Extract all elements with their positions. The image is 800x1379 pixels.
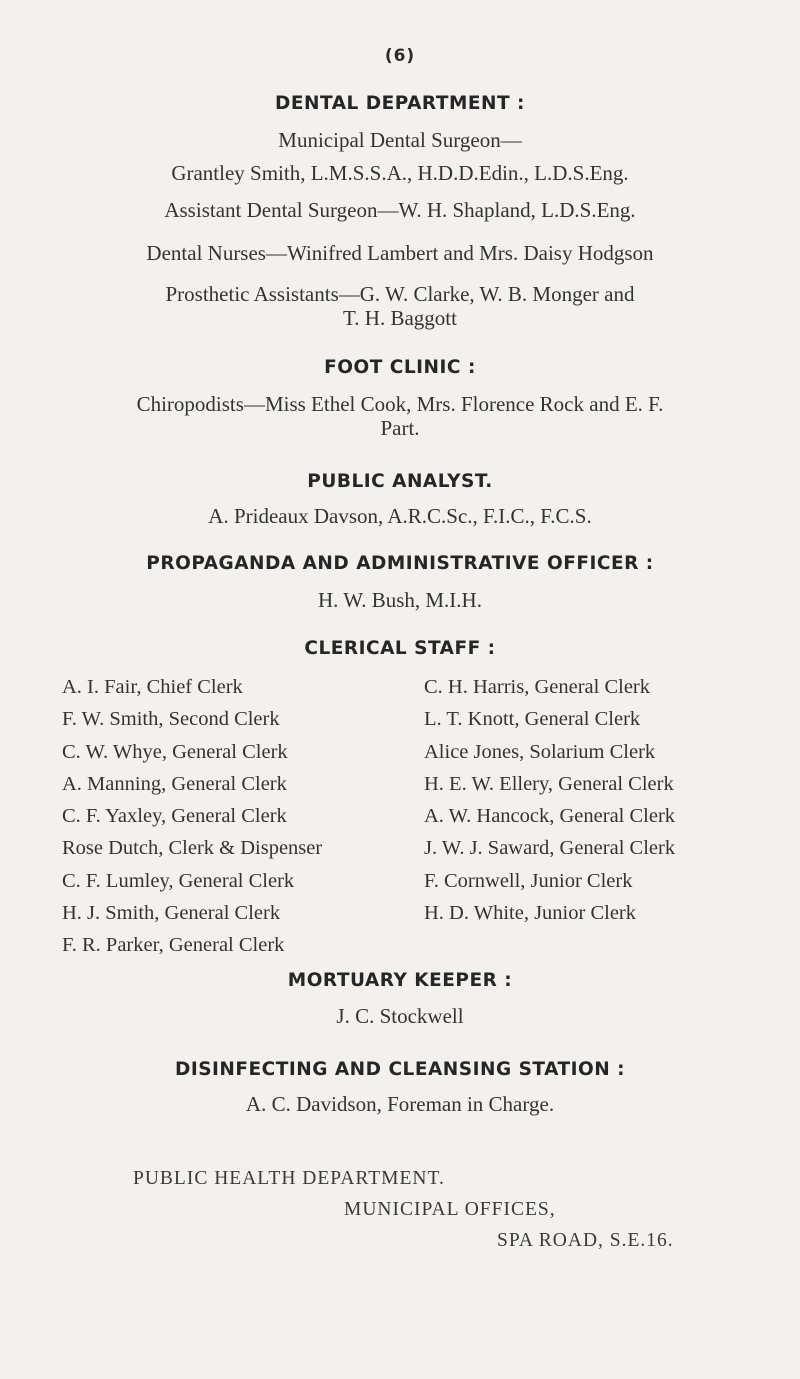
- dental-surgeon-name: Grantley Smith, L.M.S.S.A., H.D.D.Edin., L.D.S.Eng.: [171, 161, 629, 185]
- footer-offices: MUNICIPAL OFFICES,: [344, 1199, 556, 1220]
- clerical-staff-entry: C. W. Whye, General Clerk: [62, 740, 288, 763]
- foot-clinic-line1: Chiropodists—Miss Ethel Cook, Mrs. Florence Rock and E. F.: [136, 392, 664, 416]
- clerical-staff-entry: H. J. Smith, General Clerk: [62, 902, 281, 925]
- clerical-staff-entry: C. F. Yaxley, General Clerk: [62, 805, 287, 828]
- clerical-staff-entry: Alice Jones, Solarium Clerk: [424, 740, 656, 763]
- footer-road: SPA ROAD, S.E.16.: [497, 1230, 674, 1251]
- public-analyst-name: A. Prideaux Davson, A.R.C.Sc., F.I.C., F.C.S.: [208, 504, 592, 528]
- clerical-staff-entry: C. F. Lumley, General Clerk: [62, 869, 295, 892]
- dental-assistant: Assistant Dental Surgeon—W. H. Shapland, L.D.S.Eng.: [164, 198, 636, 222]
- dental-prosthetic-line1: Prosthetic Assistants—G. W. Clarke, W. B. Monger and: [165, 282, 635, 306]
- clerical-staff-entry: F. R. Parker, General Clerk: [62, 934, 285, 957]
- disinfecting-heading: DISINFECTING AND CLEANSING STATION :: [174, 1059, 626, 1080]
- dental-nurses: Dental Nurses—Winifred Lambert and Mrs. Daisy Hodgson: [146, 241, 654, 265]
- propaganda-name: H. W. Bush, M.I.H.: [318, 588, 482, 612]
- clerical-left-column: [62, 671, 322, 962]
- clerical-heading: CLERICAL STAFF :: [304, 638, 496, 659]
- foot-clinic-heading: FOOT CLINIC :: [324, 357, 476, 378]
- clerical-staff-entry: C. H. Harris, General Clerk: [424, 676, 651, 698]
- clerical-staff-entry: Rose Dutch, Clerk & Dispenser: [62, 837, 323, 860]
- dental-surgeon-label: Municipal Dental Surgeon—: [278, 128, 522, 152]
- page-number: (6): [384, 46, 416, 66]
- clerical-staff-entry: A. I. Fair, Chief Clerk: [62, 676, 243, 698]
- mortuary-heading: MORTUARY KEEPER :: [287, 970, 513, 991]
- public-analyst-heading: PUBLIC ANALYST.: [307, 471, 493, 492]
- dental-heading: DENTAL DEPARTMENT :: [275, 93, 525, 114]
- propaganda-heading: PROPAGANDA AND ADMINISTRATIVE OFFICER :: [146, 553, 654, 574]
- clerical-staff-entry: J. W. J. Saward, General Clerk: [424, 837, 676, 860]
- clerical-staff-entry: F. W. Smith, Second Clerk: [62, 708, 280, 731]
- foot-clinic-line2: Part.: [380, 416, 420, 440]
- clerical-staff-entry: A. W. Hancock, General Clerk: [424, 805, 676, 828]
- clerical-staff-entry: F. Cornwell, Junior Clerk: [424, 869, 633, 892]
- clerical-staff-entry: L. T. Knott, General Clerk: [424, 708, 641, 731]
- clerical-staff-entry: A. Manning, General Clerk: [62, 772, 287, 795]
- footer-department: PUBLIC HEALTH DEPARTMENT.: [133, 1168, 445, 1189]
- clerical-staff-entry: H. D. White, Junior Clerk: [424, 902, 636, 925]
- clerical-right-column: [424, 671, 675, 929]
- clerical-staff-entry: H. E. W. Ellery, General Clerk: [424, 772, 674, 795]
- dental-prosthetic-line2: T. H. Baggott: [343, 306, 457, 330]
- mortuary-name: J. C. Stockwell: [336, 1004, 464, 1028]
- disinfecting-name: A. C. Davidson, Foreman in Charge.: [245, 1092, 555, 1116]
